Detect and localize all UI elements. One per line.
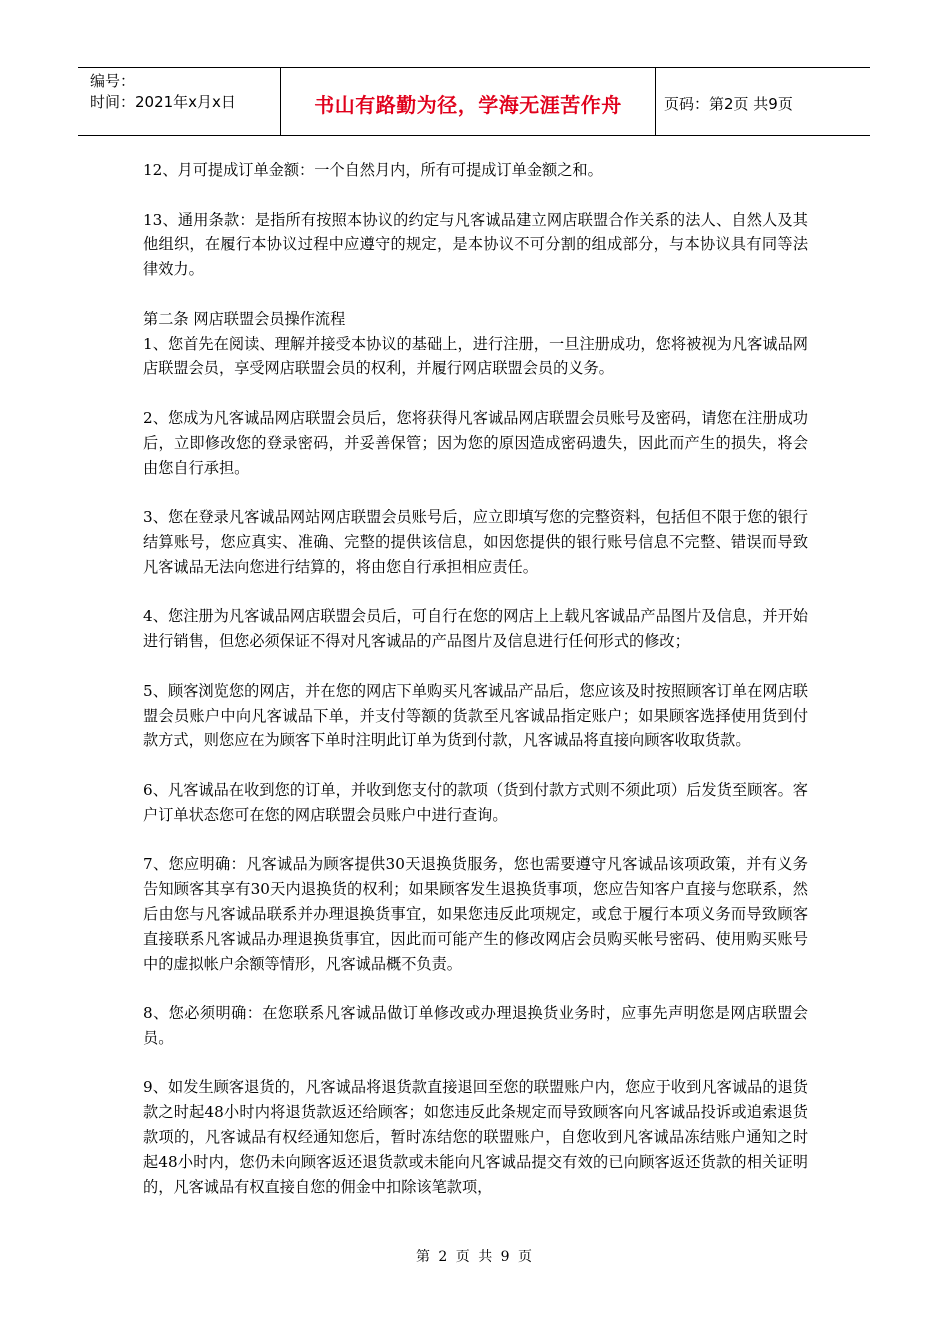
- paragraph-7: 7、您应明确：凡客诚品为顾客提供30天退换货服务，您也需要遵守凡客诚品该项政策，并有义务告知顾客其享有30天内退换货的权利；如果顾客发生退换货事项，您应告知客户直接与您联系，然后由您与凡客诚品联系并办理退换货事宜，如果您违反此项规定，或怠于履行本项义务而导致顾客直接联系凡客诚品办理退换货事宜，因此而可能产生的修改网店会员购买帐号密码、使用购买账号中的虚拟帐户余额等情形，凡客诚品概不负责。: [143, 855, 808, 973]
- paragraph-2: 2、您成为凡客诚品网店联盟会员后，您将获得凡客诚品网店联盟会员账号及密码，请您在注册成功后，立即修改您的登录密码，并妥善保管；因为您的原因造成密码遗失，因此而产生的损失，将会由您自行承担。: [143, 408, 808, 477]
- header-motto: 书山有路勤为径，学海无涯苦作舟: [281, 68, 656, 135]
- paragraph-5: 5、顾客浏览您的网店，并在您的网店下单购买凡客诚品产品后，您应该及时按照顾客订单在网店联盟会员账户中向凡客诚品下单，并支付等额的货款至凡客诚品指定账户；如果顾客选择使用货到付款方式，则您应在为顾客下单时注明此订单为货到付款，凡客诚品将直接向顾客收取货款。: [143, 681, 808, 750]
- header-page-info: 页码：第2页 共9页: [664, 95, 793, 113]
- paragraph-13: 13、通用条款：是指所有按照本协议的约定与凡客诚品建立网店联盟合作关系的法人、自然人及其他组织，在履行本协议过程中应遵守的规定，是本协议不可分割的组成部分，与本协议具有同等法律效力。: [143, 210, 808, 279]
- header-meta: [78, 68, 281, 135]
- paragraph-9: 9、如发生顾客退货的，凡客诚品将退货款直接退回至您的联盟账户内，您应于收到凡客诚品的退货款之时起48小时内将退货款返还给顾客；如您违反此条规定而导致顾客向凡客诚品投诉或追索退货款项的，凡客诚品有权经通知您后，暂时冻结您的联盟账户，自您收到凡客诚品冻结账户通知之时起48小时内，您仍未向顾客返还退货款或未能向凡客诚品提交有效的已向顾客返还货款的相关证明的，凡客诚品有权直接自您的佣金中扣除该笔款项，: [143, 1078, 808, 1196]
- paragraph-1: 1、您首先在阅读、理解并接受本协议的基础上，进行注册，一旦注册成功，您将被视为凡客诚品网店联盟会员，享受网店联盟会员的权利，并履行网店联盟会员的义务。: [143, 334, 808, 378]
- paragraph-6: 6、凡客诚品在收到您的订单，并收到您支付的款项（货到付款方式则不须此项）后发货至顾客。客户订单状态您可在您的网店联盟会员账户中进行查询。: [143, 780, 808, 824]
- section-heading: 第二条 网店联盟会员操作流程: [143, 309, 346, 328]
- page-header: [78, 67, 870, 136]
- paragraph-8: 8、您必须明确：在您联系凡客诚品做订单修改或办理退换货业务时，应事先声明您是网店联盟会员。: [143, 1004, 808, 1047]
- document-body: [143, 158, 808, 1224]
- paragraph-12: 12、月可提成订单金额：一个自然月内，所有可提成订单金额之和。: [143, 161, 603, 179]
- document-date-label: 时间：2021年x月x日: [90, 93, 236, 111]
- paragraph-3: 3、您在登录凡客诚品网站网店联盟会员账号后，应立即填写您的完整资料，包括但不限于您的银行结算账号，您应真实、准确、完整的提供该信息，如因您提供的银行账号信息不完整、错误而导致凡客诚品无法向您进行结算的，将由您自行承担相应责任。: [143, 508, 808, 576]
- document-number-label: 编号：: [90, 72, 136, 90]
- paragraph-4: 4、您注册为凡客诚品网店联盟会员后，可自行在您的网店上上载凡客诚品产品图片及信息，并开始进行销售，但您必须保证不得对凡客诚品的产品图片及信息进行任何形式的修改；: [143, 607, 808, 651]
- page-footer: 第 2 页 共 9 页: [415, 1249, 535, 1265]
